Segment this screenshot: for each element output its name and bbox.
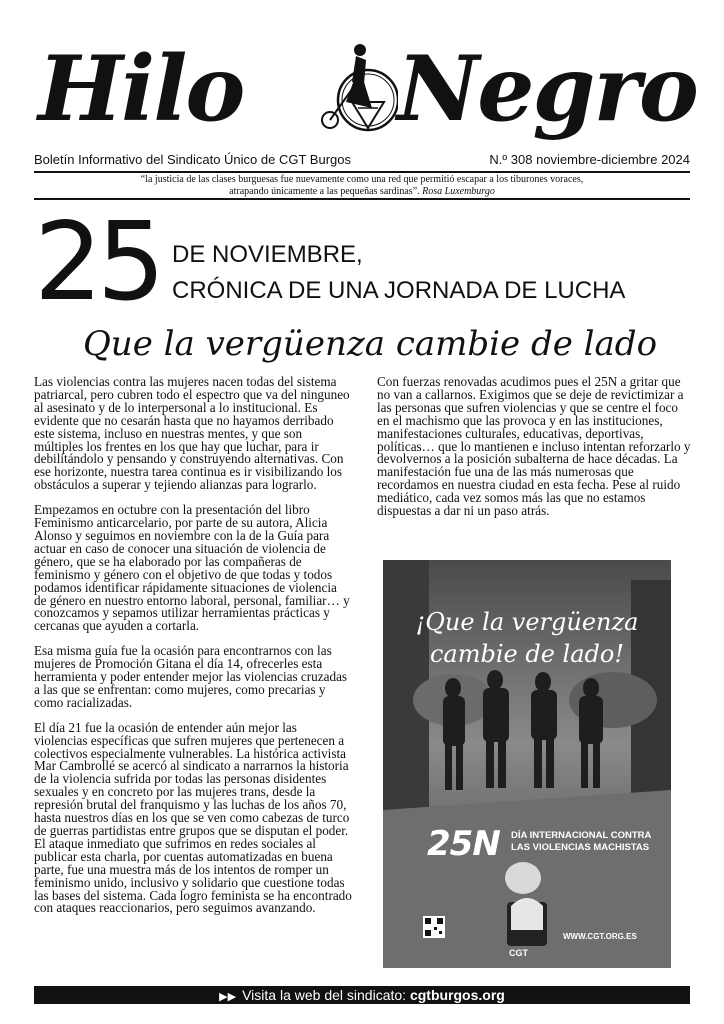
paragraph: Esa misma guía fue la ocasión para encontrarnos con las mujeres de Promoción Gitana el día 14, ofrecerles esta herramienta y poder entender mejor las violencias cruzadas a las que se enfrentan: como mujeres, como precarias y como racializadas. [34,643,348,710]
campaign-poster [383,560,671,968]
paragraph: Con fuerzas renovadas acudimos pues el 25N a gritar que no van a callarnos. Exigimos que se deje de revictimizar a las personas que sufren violencias y que se centre el foco en el machismo que las provoca y en las instituciones, manifestaciones culturales, educativas, deportivas, políticas… que lo mantienen e incluso intentan reforzarlo y devolvernos a la posición subalterna de hace décadas. La manifestación fue una de las más numerosas que recordamos en nuestra ciudad en esta fecha. Pese al ruido mediático, cada vez somos más las que no estamos dispuestas a dar ni un paso atrás. [377,374,691,519]
poster-title-line-1: ¡Que la vergüenza [415,608,639,636]
article-column-right [377,376,691,530]
poster-caption-line-2: LAS VIOLENCIAS MACHISTAS [511,842,650,853]
subheader [34,150,690,170]
epigraph [34,174,690,198]
headline-subtitle: Que la vergüenza cambie de lado [82,324,658,364]
cyclist-emblem-icon [316,36,398,138]
publisher-line: Boletín Informativo del Sindicato Único de CGT Burgos [34,152,351,167]
paragraph: Empezamos en octubre con la presentación del libro Feminismo anticarcelario, por parte de su autora, Alicia Alonso y seguimos en noviembre con la de la Guía para actuar en caso de conocer una situación de violencia de género, que se ha elaborado por las compañeras de feminismo y género con el objetivo de que todas y todos podamos identificar rápidamente situaciones de violencia de género en nuestro entorno laboral, personal, familiar… y conozcamos y sepamos utilizar herramientas prácticas y cercanas que ayuden a cortarla. [34,502,350,634]
epigraph-line-2: atrapando únicamente a las pequeñas sardinas”. [229,186,420,197]
footer-text: Visita la web del sindicato: [242,987,407,1003]
masthead [34,30,697,148]
divider [34,171,690,173]
headline-number: 25 [34,200,160,325]
double-arrow-right-icon: ▶▶ [219,991,237,1003]
footer-banner[interactable] [34,986,690,1004]
poster-date-tag: 25N [427,824,500,864]
qr-code-icon [423,916,445,938]
epigraph-line-1: “la justicia de las clases burguesas fue nuevamente como una red que permitió escapar a los tiburones voraces, [140,174,584,185]
poster-url: WWW.CGT.ORG.ES [563,932,637,941]
issue-info: N.º 308 noviembre-diciembre 2024 [489,152,690,167]
headline-line-2: CRÓNICA DE UNA JORNADA DE LUCHA [172,277,626,304]
masthead-title-left: Hilo [38,36,244,142]
masthead-title-right: Negro [397,36,697,142]
paragraph: Las violencias contra las mujeres nacen todas del sistema patriarcal, pero cubren todo el espectro que va del ninguneo al asesinato y de lo interpersonal a lo institucional. Es evidente que no cesarán hasta que no hayamos derribado este sistema, incluso en nuestras mentes, y que son múltiples los frentes en los que hay que luchar, para ir debilitándolo y pensando y construyendo alternativas. Con ese horizonte, nuestra tarea continua es ir visibilizando los obstáculos a superar y tejiendo alianzas para lograrlo. [34,374,350,493]
poster-caption-line-1: DÍA INTERNACIONAL CONTRA [511,830,652,841]
headline-line-1: DE NOVIEMBRE, [172,241,363,268]
article-column-left [34,376,352,927]
poster-title-line-2: cambie de lado! [429,640,624,668]
footer-site-link[interactable]: cgtburgos.org [409,987,505,1003]
poster-brand: CGT [509,948,528,958]
epigraph-author: Rosa Luxemburgo [422,186,495,197]
paragraph: El día 21 fue la ocasión de entender aún mejor las violencias específicas que sufren mujeres que pertenecen a colectivos especialmente vulnerables. La histórica activista Mar Cambrollé se acercó al sindicato a narrarnos la historia de la violencia sufrida por todas las personas disidentes sexuales y en concreto por las mujeres trans, desde la represión brutal del franquismo y las luchas de los años 70, hasta nuestros días en los que se ven como cabezas de turco de guerras partidistas entre grupos que se disputan el poder. El ataque inmediato que sufrimos en redes sociales al publicar esta charla, por cuentas automatizadas en buena parte, fue una muestra más de los intentos de romper un feminismo unido, inclusivo y solidario que cuestione todas las bases del sistema. Cada logro feminista se ha encontrado con ataques reaccionarios, pero seguimos avanzando. [34,719,352,916]
